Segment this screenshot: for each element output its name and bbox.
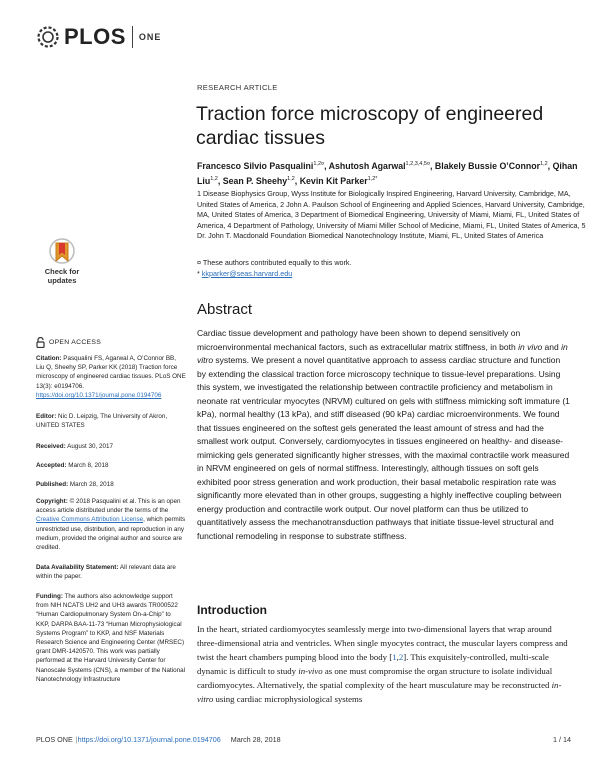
intro-text: using cardiac microphysiological systems bbox=[213, 694, 363, 704]
intro-text: , bbox=[396, 652, 399, 662]
funding-text: The authors also acknowledge support from NIH NCATS UH2 and UH3 awards TR000522 “Human Cardiopulmonary System On-a-Chip” to KKP, DARPA BAA-11-73 “Human Microphysiological Systems Program” to KKP, and NSF Materials Research Science and Engineering Center (MRSEC) grant DMR-1420570. This work was partially performed at the Harvard University Center for Nanoscale Systems (CNS), a member of the National Nanotechnology Infrastructure bbox=[36, 593, 186, 683]
author-notes bbox=[197, 258, 587, 279]
check-label-line1: Check for bbox=[44, 267, 80, 276]
open-access-badge bbox=[36, 337, 101, 348]
copyright-label: Copyright: bbox=[36, 498, 68, 505]
logo-text: PLOS bbox=[64, 24, 126, 49]
published-date: March 28, 2018 bbox=[68, 481, 114, 488]
received-date: August 30, 2017 bbox=[65, 443, 114, 450]
published-block bbox=[36, 480, 186, 489]
citation-label: Citation: bbox=[36, 355, 62, 362]
journal-name: ONE bbox=[138, 32, 162, 42]
footer-date: March 28, 2018 bbox=[230, 735, 281, 744]
data-availability-label: Data Availability Statement: bbox=[36, 564, 119, 571]
open-access-label: OPEN ACCESS bbox=[49, 339, 102, 346]
copyright-text-end: , which permits unrestricted use, distribution, and reproduction in any medium, provided the original author and source are credited. bbox=[36, 516, 186, 552]
abstract-italic: in vitro bbox=[197, 341, 568, 365]
author-name[interactable]: Ashutosh Agarwal bbox=[328, 160, 406, 171]
intro-text: In the heart, striated cardiomyocytes seamlessly merge into two-dimensional layers that wrap around three-dimensional atria and ventricles. When single myocytes contract, the muscular layers compress and twist the heart chambers pumping blood into the body [ bbox=[197, 624, 568, 662]
plos-logo[interactable] bbox=[36, 24, 161, 50]
intro-text: as one must compromise the organ structure to isolate individual cardiomyocytes. Alternatively, the spatial complexity of the heart musculature may be reconstructed bbox=[197, 666, 553, 690]
received-label: Received: bbox=[36, 443, 66, 450]
equal-contribution-note: ¤ These authors contributed equally to this work. bbox=[197, 258, 352, 267]
page-number: 1 / 14 bbox=[553, 735, 571, 744]
author-name[interactable]: Sean P. Sheehy bbox=[222, 176, 288, 187]
email-asterisk: * bbox=[197, 268, 202, 278]
intro-italic: in-vivo bbox=[298, 666, 323, 676]
open-lock-icon bbox=[36, 337, 45, 348]
abstract-heading: Abstract bbox=[197, 301, 253, 318]
editor-text: Nic D. Leipzig, The University of Akron, UNITED STATES bbox=[36, 413, 168, 430]
editor-block bbox=[36, 412, 186, 430]
author-list: Francesco Silvio Pasqualini$^{1,2¤}$, Ashutosh Agarwal$^{1,2,3,4,5¤}$, Blakely Bussie O’Connor$^{1,2}$, Qihan Liu$^{1,2}$, Sean P. Sheehy$^{1,2}$, Kevin Kit Parker$^{1,2*}$ bbox=[197, 160, 578, 187]
article-type: RESEARCH ARTICLE bbox=[197, 83, 278, 92]
page-footer bbox=[36, 735, 571, 744]
article-title: Traction force microscopy of engineered cardiac tissues bbox=[196, 103, 544, 149]
author-affil: 1,2,3,4,5¤ bbox=[405, 161, 431, 167]
logo-divider bbox=[132, 26, 133, 48]
author-affil: 1,2* bbox=[367, 176, 378, 183]
footer-separator: | bbox=[75, 735, 78, 744]
introduction-body bbox=[197, 622, 573, 706]
corresponding-email-link[interactable]: kkparker@seas.harvard.edu bbox=[201, 268, 293, 278]
author-name[interactable]: Qihan Liu bbox=[197, 160, 578, 187]
citation-block bbox=[36, 354, 186, 400]
data-availability-text: All relevant data are within the paper. bbox=[36, 564, 176, 581]
reference-link[interactable]: 1 bbox=[392, 652, 397, 662]
introduction-heading: Introduction bbox=[197, 603, 267, 617]
abstract-body bbox=[197, 327, 570, 543]
editor-label: Editor: bbox=[36, 413, 57, 420]
data-availability-block bbox=[36, 563, 186, 581]
author-name[interactable]: Blakely Bussie O’Connor bbox=[434, 160, 541, 171]
author-affil: 1,2 bbox=[210, 176, 218, 183]
plos-mark-icon bbox=[36, 25, 60, 49]
author-name[interactable]: Francesco Silvio Pasqualini bbox=[197, 160, 314, 171]
citation-text: Pasqualini FS, Agarwal A, O’Connor BB, Liu Q, Sheehy SP, Parker KK (2018) Traction force microscopy of engineered cardiac tissues. PLoS ONE 13(3): e0194706. bbox=[36, 355, 186, 390]
check-label-line2: updates bbox=[47, 275, 77, 285]
received-block bbox=[36, 442, 186, 451]
accepted-date: March 8, 2018 bbox=[66, 462, 109, 469]
abstract-text: Cardiac tissue development and pathology have been shown to depend sensitively on microenvironmental mechanical factors, such as extracellular matrix stiffness, in both bbox=[197, 328, 521, 352]
reference-link[interactable]: 2 bbox=[398, 652, 404, 662]
accepted-block bbox=[36, 461, 186, 470]
funding-label: Funding: bbox=[36, 593, 63, 600]
affiliations: 1 Disease Biophysics Group, Wyss Institute for Biologically Inspired Engineering, Harvard University, Cambridge, MA, United States of America, 2 John A. Paulson School of Engineering and Applied Sciences, Harvard University, Cambridge, MA, United States of America, 3 Department of Biomedical Engineering, University of Miami, Miami, FL, United States of America, 4 Department of Pathology, University of Miami Miller School of Medicine, Miami, FL, United States of America, 5 Dr. John T. Macdonald Foundation Biomedical Nanotechnology Institute, Miami, FL, United States of America bbox=[197, 189, 586, 240]
footer-doi-link[interactable]: https://doi.org/10.1371/journal.pone.0194706 bbox=[77, 735, 221, 744]
published-label: Published: bbox=[36, 481, 69, 488]
bookmark-icon bbox=[36, 237, 88, 267]
author-affil: 1,2¤ bbox=[313, 161, 325, 167]
author-name[interactable]: Kevin Kit Parker bbox=[299, 176, 368, 187]
author-affil: 1,2 bbox=[540, 161, 548, 167]
check-for-updates-button[interactable] bbox=[36, 237, 88, 301]
footer-journal: PLOS ONE bbox=[36, 735, 73, 744]
accepted-label: Accepted: bbox=[36, 462, 67, 469]
copyright-block bbox=[36, 497, 186, 552]
author-affil: 1,2 bbox=[287, 176, 295, 183]
intro-text: ]. This exquisitely-controlled, multi-scale dynamic is difficult to study bbox=[197, 652, 549, 676]
intro-italic: in-vitro bbox=[197, 680, 562, 704]
citation-doi-link[interactable]: https://doi.org/10.1371/journal.pone.0194706 bbox=[36, 391, 162, 399]
abstract-italic: in vivo bbox=[518, 341, 543, 352]
funding-block bbox=[36, 592, 186, 684]
abstract-text: systems. We present a novel quantitative approach to assess cardiac structure and function by extending the classical traction force microscopy technique to tissue-level preparations. Using this system, we investigated the relationship between contractile proficiency and metabolism in neonate rat ventricular myocytes (NRVM) cultured on gels with stiffness mimicking soft immature (1 kPa), normal healthy (13 kPa), and stiff diseased (90 kPa) cardiac microenvironments. We found that tissues engineered on the softest gels generated the least amount of stress and had the smallest work output. Conversely, cardiomyocytes in tissues engineered on healthy- and disease-mimicking gels generated significantly higher stresses, with the maximal contractile work measured in NRVM engineered on gels of normal stiffness. Interestingly, although tissues on soft gels exhibited poor stress generation and work production, their basal metabolic respiration rate was significantly more elevated than in other groups, suggesting a highly ineffective coupling between energy production and contractile work output. Our novel platform can thus be utilized to quantitatively assess the mechanotransduction pathways that initiate tissue-level structural and functional remodeling in response to substrate stiffness. bbox=[197, 355, 570, 541]
copyright-text: © 2018 Pasqualini et al. This is an open access article distributed under the terms of the bbox=[36, 498, 181, 515]
abstract-text: and bbox=[542, 341, 562, 352]
license-link[interactable]: Creative Commons Attribution License bbox=[36, 516, 144, 524]
